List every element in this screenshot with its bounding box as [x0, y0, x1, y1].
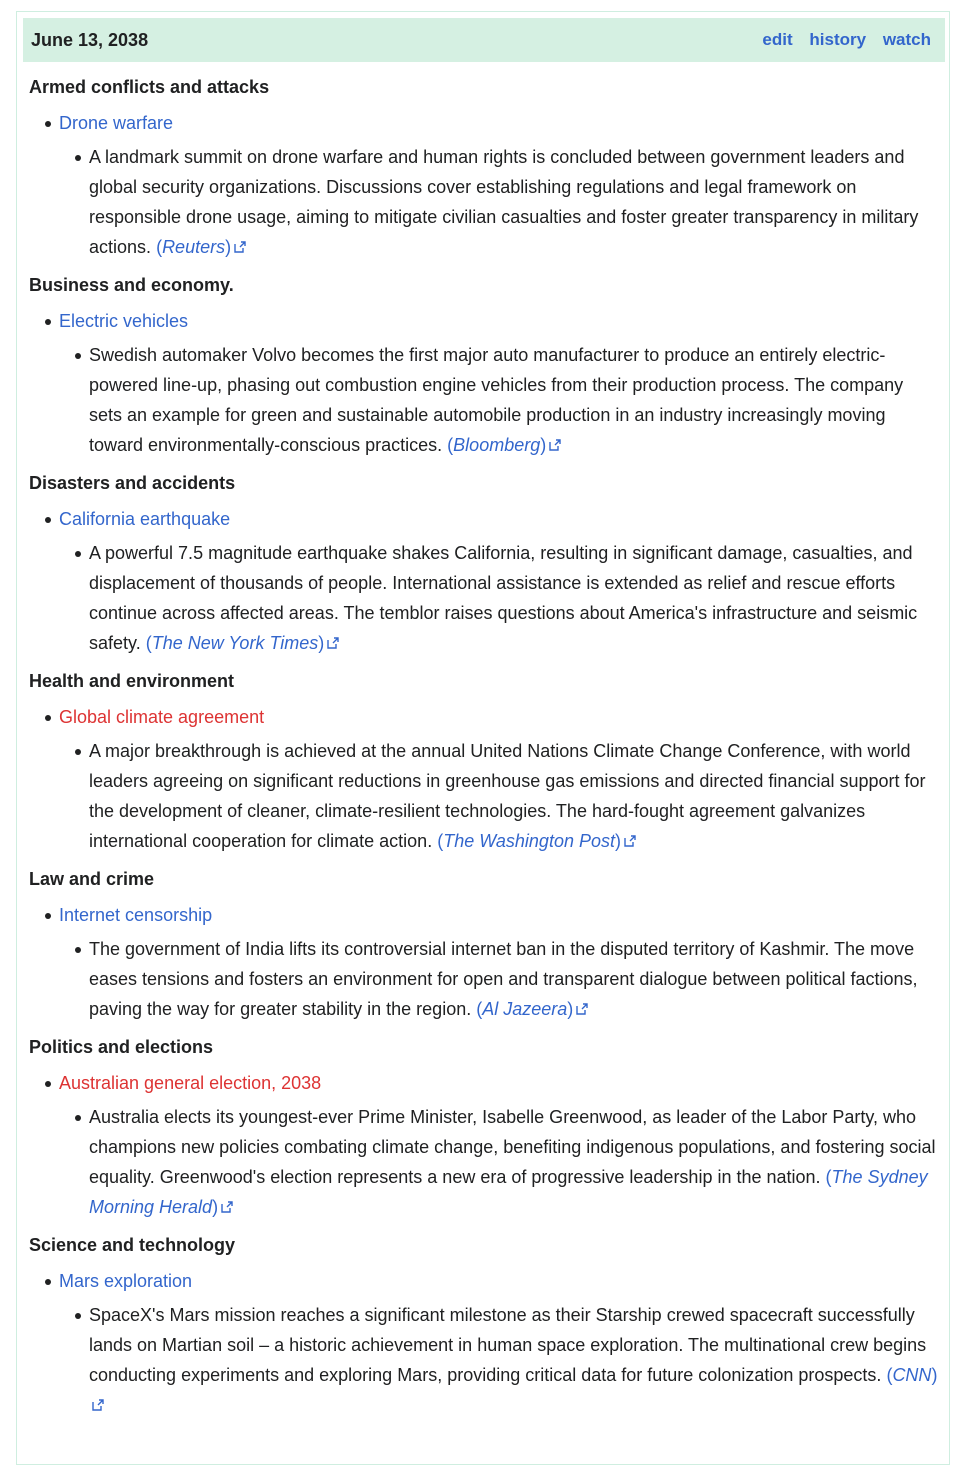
source-link[interactable]: (The Sydney Morning Herald)	[89, 1167, 928, 1217]
topic-item	[29, 702, 941, 732]
story-text: Swedish automaker Volvo becomes the first major auto manufacturer to produce an entirely electric-powered line-up, phasing out combustion engine vehicles from their production process. The company sets an example for green and sustainable automobile production in an industry increasingly moving toward environmentally-conscious practices.	[89, 345, 904, 455]
topic-link[interactable]: California earthquake	[59, 509, 231, 529]
topic-link[interactable]: Internet censorship	[59, 905, 213, 925]
story-item	[29, 1102, 941, 1222]
topic-item	[29, 1266, 941, 1296]
topic-link[interactable]: Global climate agreement	[59, 707, 265, 727]
story-text: Australia elects its youngest-ever Prime Minister, Isabelle Greenwood, as leader of the Labor Party, who champions new policies combating climate change, benefiting indigenous populations, and fostering social equality. Greenwood's election represents a new era of progressive leadership in the nation.	[89, 1107, 936, 1187]
topic-item	[29, 306, 941, 336]
history-link[interactable]: history	[809, 30, 867, 49]
date-title: June 13, 2038	[31, 30, 149, 50]
story-item	[29, 340, 941, 460]
external-link-icon[interactable]	[548, 438, 562, 452]
event-section	[29, 666, 941, 856]
topic-item	[29, 504, 941, 534]
source-link[interactable]: (CNN)	[886, 1365, 938, 1385]
topic-item	[29, 108, 941, 138]
topic-item	[29, 1068, 941, 1098]
story-text: The government of India lifts its controversial internet ban in the disputed territory of Kashmir. The move eases tensions and fosters an environment for open and transparent dialogue between political factions, paving the way for greater stability in the region.	[89, 939, 918, 1019]
external-link-icon[interactable]	[623, 834, 637, 848]
external-link-icon[interactable]	[233, 240, 247, 254]
source-name[interactable]: The Washington Post	[443, 831, 615, 851]
story-item	[29, 934, 941, 1024]
story-item	[29, 1300, 941, 1420]
category-heading: Health and environment	[29, 671, 235, 691]
story-text: SpaceX's Mars mission reaches a significant milestone as their Starship crewed spacecraft successfully lands on Martian soil – a historic achievement in human space exploration. The multinational crew begins conducting experiments and exploring Mars, providing critical data for future colonization prospects.	[89, 1305, 927, 1385]
event-section	[29, 468, 941, 658]
topic-link[interactable]: Electric vehicles	[59, 311, 189, 331]
topic-link[interactable]: Drone warfare	[59, 113, 174, 133]
topic-link[interactable]: Mars exploration	[59, 1271, 193, 1291]
topic-link[interactable]: Australian general election, 2038	[59, 1073, 322, 1093]
source-name[interactable]: The Sydney Morning Herald	[89, 1167, 928, 1217]
source-name[interactable]: Al Jazeera	[482, 999, 568, 1019]
story-item	[29, 736, 941, 856]
source-link[interactable]: (Reuters)	[156, 237, 232, 257]
event-section	[29, 1032, 941, 1222]
source-link[interactable]: (Al Jazeera)	[476, 999, 574, 1019]
source-name[interactable]: Reuters	[162, 237, 226, 257]
category-heading: Science and technology	[29, 1235, 236, 1255]
category-heading: Law and crime	[29, 869, 155, 889]
source-link[interactable]: (The Washington Post)	[437, 831, 621, 851]
date-header	[23, 18, 945, 62]
event-section	[29, 72, 941, 262]
story-text: A landmark summit on drone warfare and human rights is concluded between government leaders and global security organizations. Discussions cover establishing regulations and legal framework on responsible drone usage, aiming to mitigate civilian casualties and foster greater transparency in military actions.	[89, 147, 919, 257]
edit-link[interactable]: edit	[762, 30, 793, 49]
story-item	[29, 142, 941, 262]
category-heading: Armed conflicts and attacks	[29, 77, 270, 97]
event-section	[29, 1230, 941, 1420]
external-link-icon[interactable]	[575, 1002, 589, 1016]
source-link[interactable]: (Bloomberg)	[447, 435, 547, 455]
external-link-icon[interactable]	[220, 1200, 234, 1214]
events-content	[29, 72, 941, 1428]
story-text: A powerful 7.5 magnitude earthquake shakes California, resulting in significant damage, casualties, and displacement of thousands of people. International assistance is extended as relief and rescue efforts continue across affected areas. The temblor raises questions about America's infrastructure and seismic safety.	[89, 543, 918, 653]
source-name[interactable]: The New York Times	[151, 633, 319, 653]
category-heading: Business and economy.	[29, 275, 234, 295]
watch-link[interactable]: watch	[882, 30, 931, 49]
source-name[interactable]: CNN	[892, 1365, 932, 1385]
story-item	[29, 538, 941, 658]
external-link-icon[interactable]	[326, 636, 340, 650]
category-heading: Politics and elections	[29, 1037, 214, 1057]
source-name[interactable]: Bloomberg	[453, 435, 541, 455]
category-heading: Disasters and accidents	[29, 473, 236, 493]
event-section	[29, 270, 941, 460]
topic-item	[29, 900, 941, 930]
header-actions	[750, 30, 931, 50]
current-events-box	[16, 11, 950, 1465]
external-link-icon[interactable]	[91, 1398, 105, 1412]
event-section	[29, 864, 941, 1024]
source-link[interactable]: (The New York Times)	[145, 633, 325, 653]
story-text: A major breakthrough is achieved at the annual United Nations Climate Change Conference, with world leaders agreeing on significant reductions in greenhouse gas emissions and directed financial support for the development of cleaner, climate-resilient technologies. The hard-fought agreement galvanizes international cooperation for climate action.	[89, 741, 926, 851]
